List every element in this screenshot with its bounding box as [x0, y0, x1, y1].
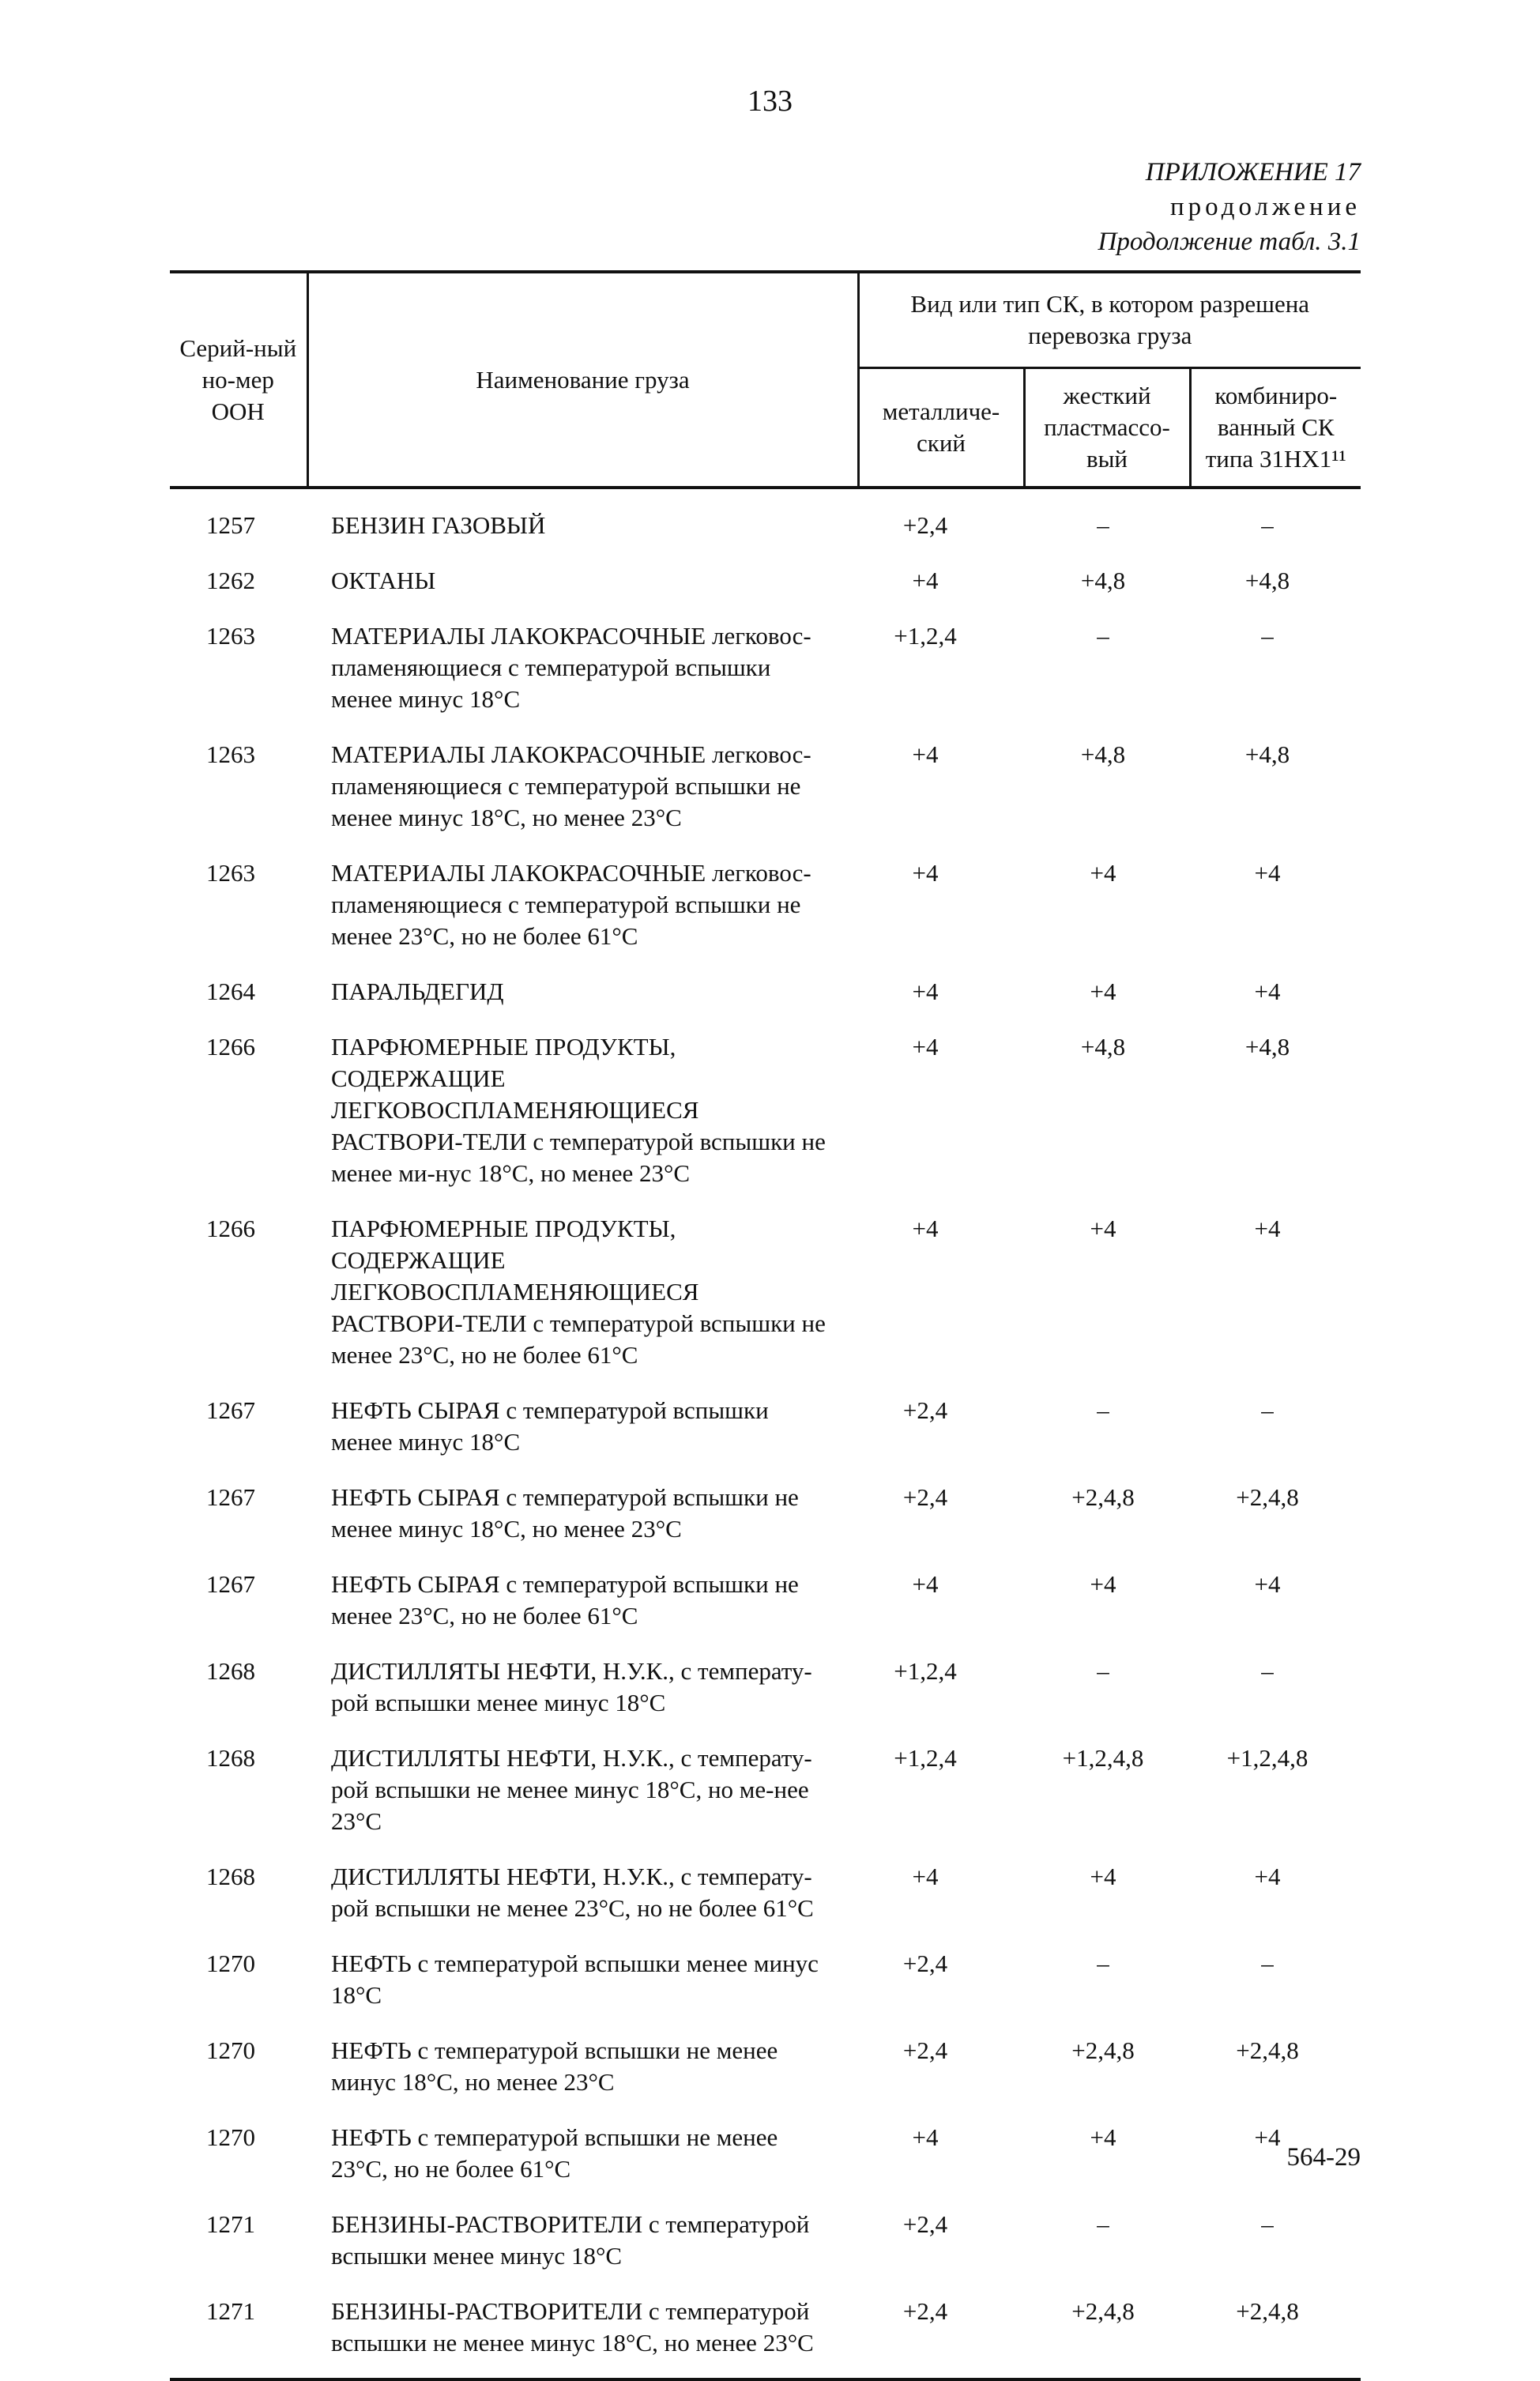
cell-metal: +4: [912, 859, 939, 887]
cell-rigid-plastic: +4: [1090, 1570, 1116, 1598]
cell-serial-number: 1266: [206, 1033, 255, 1061]
table-row: [170, 1844, 1361, 1931]
cell-cargo-name: МАТЕРИАЛЫ ЛАКОКРАСОЧНЫЕ легковос-пламеняющиеся с температурой вспышки менее минус 18°С: [331, 622, 811, 713]
cell-cargo-name: НЕФТЬ СЫРАЯ с температурой вспышки не менее минус 18°С, но менее 23°С: [331, 1483, 799, 1543]
column-header-composite: комбиниро-ванный СК типа 31НХ1¹¹: [1190, 368, 1361, 488]
cell-rigid-plastic: +2,4,8: [1024, 2278, 1190, 2379]
cell-composite: +4: [1254, 2123, 1281, 2151]
footer-code: 564-29: [1286, 2143, 1361, 2172]
cell-rigid-plastic: –: [1097, 2210, 1109, 2238]
cell-rigid-plastic: +4: [1090, 978, 1116, 1005]
cell-metal: +2,4: [902, 511, 948, 539]
table-row: [170, 1464, 1361, 1551]
cell-metal: +4: [912, 1570, 939, 1598]
page-number: 133: [747, 85, 793, 118]
table-row: [170, 840, 1361, 959]
cell-composite: +4,8: [1244, 740, 1290, 768]
cell-composite: +4: [1254, 859, 1281, 887]
table-row: [170, 548, 1361, 603]
cell-cargo-name: НЕФТЬ СЫРАЯ с температурой вспышки не менее 23°С, но не более 61°С: [331, 1570, 799, 1629]
cell-rigid-plastic: –: [1097, 1657, 1109, 1685]
cell-cargo-name: ОКТАНЫ: [331, 567, 436, 594]
cell-rigid-plastic: +2,4,8: [1071, 1483, 1135, 1511]
cell-serial-number: 1262: [206, 567, 255, 594]
table-row: [170, 1725, 1361, 1844]
cell-serial-number: 1270: [206, 2123, 255, 2151]
document-header: [1098, 155, 1361, 259]
cell-metal: +2,4: [902, 2210, 948, 2238]
continuation-label: продолжение: [1169, 193, 1361, 221]
cell-metal: +4: [912, 1033, 939, 1061]
table-row: [170, 603, 1361, 721]
cell-cargo-name: МАТЕРИАЛЫ ЛАКОКРАСОЧНЫЕ легковос-пламеняющиеся с температурой вспышки не менее 23°С, но не более 61°С: [331, 859, 811, 950]
cell-metal: +1,2,4: [894, 1744, 957, 1772]
table-continuation-label: Продолжение табл. 3.1: [1098, 228, 1361, 256]
table-row: [170, 959, 1361, 1014]
cell-composite: +4: [1254, 1570, 1281, 1598]
cell-composite: +1,2,4,8: [1226, 1744, 1308, 1772]
cell-rigid-plastic: +4: [1090, 2123, 1116, 2151]
column-header-serial-number: Серий-ный но-мер ООН: [170, 272, 307, 488]
cell-metal: +1,2,4: [894, 1657, 957, 1685]
cell-serial-number: 1266: [206, 1215, 255, 1242]
table-body: [170, 488, 1361, 2379]
table-row: [170, 1377, 1361, 1464]
table-row: [170, 1014, 1361, 1196]
cell-cargo-name: ПАРАЛЬДЕГИД: [331, 978, 504, 1005]
cell-serial-number: 1270: [206, 2036, 255, 2064]
cell-serial-number: 1267: [206, 1483, 255, 1511]
cell-cargo-name: ДИСТИЛЛЯТЫ НЕФТИ, Н.У.К., с температу-рой вспышки не менее 23°С, но не более 61°С: [331, 1863, 814, 1922]
cell-metal: +2,4: [902, 1950, 948, 1977]
cell-serial-number: 1257: [206, 511, 255, 539]
cell-composite: –: [1261, 1950, 1274, 1977]
cell-rigid-plastic: –: [1097, 622, 1109, 650]
cell-rigid-plastic: +1,2,4,8: [1062, 1744, 1144, 1772]
cell-serial-number: 1263: [206, 622, 255, 650]
cell-composite: –: [1261, 1396, 1274, 1424]
cell-serial-number: 1263: [206, 740, 255, 768]
cell-serial-number: 1267: [206, 1570, 255, 1598]
cell-serial-number: 1264: [206, 978, 255, 1005]
cell-rigid-plastic: –: [1097, 511, 1109, 539]
appendix-label: ПРИЛОЖЕНИЕ 17: [1145, 158, 1361, 186]
cell-rigid-plastic: +4,8: [1080, 567, 1126, 594]
cell-rigid-plastic: +4: [1090, 1215, 1116, 1242]
cell-cargo-name: НЕФТЬ СЫРАЯ с температурой вспышки менее минус 18°С: [331, 1396, 769, 1456]
cell-cargo-name: НЕФТЬ с температурой вспышки менее минус 18°С: [331, 1950, 819, 2009]
cell-composite: +4: [1254, 978, 1281, 1005]
cell-serial-number: 1270: [206, 1950, 255, 1977]
cell-metal: +4: [912, 740, 939, 768]
cell-rigid-plastic: +2,4,8: [1071, 2036, 1135, 2064]
table-row: [170, 2017, 1361, 2104]
cell-composite: +2,4,8: [1236, 1483, 1299, 1511]
table-row: [170, 2104, 1361, 2191]
column-header-cargo-name: Наименование груза: [307, 272, 858, 488]
cell-composite: +4,8: [1244, 1033, 1290, 1061]
cell-metal: +2,4: [858, 2278, 1024, 2379]
cell-cargo-name: НЕФТЬ с температурой вспышки не менее минус 18°С, но менее 23°С: [331, 2036, 778, 2096]
cell-composite: +2,4,8: [1190, 2278, 1361, 2379]
table-row: [170, 721, 1361, 840]
cell-cargo-name: МАТЕРИАЛЫ ЛАКОКРАСОЧНЫЕ легковос-пламеняющиеся с температурой вспышки не менее минус 18°С, но менее 23°С: [331, 740, 811, 831]
cargo-table: [170, 270, 1361, 2381]
cell-metal: +1,2,4: [894, 622, 957, 650]
cell-serial-number: 1271: [206, 2210, 255, 2238]
cell-rigid-plastic: +4,8: [1080, 1033, 1126, 1061]
cell-composite: –: [1261, 1657, 1274, 1685]
cell-composite: +4: [1254, 1215, 1281, 1242]
cell-composite: –: [1261, 511, 1274, 539]
cell-rigid-plastic: +4: [1090, 1863, 1116, 1890]
cell-serial-number: 1268: [206, 1863, 255, 1890]
cell-cargo-name: ДИСТИЛЛЯТЫ НЕФТИ, Н.У.К., с температу-рой вспышки менее минус 18°С: [331, 1657, 812, 1716]
cell-serial-number: 1271: [170, 2278, 307, 2379]
cell-rigid-plastic: +4,8: [1080, 740, 1126, 768]
cell-cargo-name: ДИСТИЛЛЯТЫ НЕФТИ, Н.У.К., с температу-рой вспышки не менее минус 18°С, но ме-нее 23°С: [331, 1744, 812, 1835]
cell-rigid-plastic: –: [1097, 1396, 1109, 1424]
cell-metal: +2,4: [902, 1483, 948, 1511]
table-row: [170, 488, 1361, 548]
cell-serial-number: 1267: [206, 1396, 255, 1424]
cell-metal: +4: [912, 1863, 939, 1890]
cell-metal: +2,4: [902, 1396, 948, 1424]
column-header-container-type: Вид или тип СК, в котором разрешена перевозка груза: [858, 272, 1361, 368]
table-row: [170, 2191, 1361, 2278]
cell-serial-number: 1268: [206, 1657, 255, 1685]
cell-rigid-plastic: –: [1097, 1950, 1109, 1977]
table-row: [170, 1196, 1361, 1377]
cell-serial-number: 1263: [206, 859, 255, 887]
cell-cargo-name: БЕНЗИНЫ-РАСТВОРИТЕЛИ с температурой вспышки менее минус 18°С: [331, 2210, 810, 2270]
cell-cargo-name: БЕНЗИНЫ-РАСТВОРИТЕЛИ с температурой вспышки не менее минус 18°С, но менее 23°С: [307, 2278, 858, 2379]
cell-metal: +4: [912, 567, 939, 594]
cell-cargo-name: БЕНЗИН ГАЗОВЫЙ: [331, 511, 546, 539]
cell-metal: +4: [912, 1215, 939, 1242]
column-header-metal: металличе-ский: [858, 368, 1024, 488]
table-row: [170, 2278, 1361, 2379]
cell-composite: +2,4,8: [1236, 2036, 1299, 2064]
cell-composite: +4,8: [1244, 567, 1290, 594]
cell-serial-number: 1268: [206, 1744, 255, 1772]
table-row: [170, 1551, 1361, 1638]
cell-cargo-name: ПАРФЮМЕРНЫЕ ПРОДУКТЫ, СОДЕРЖАЩИЕ ЛЕГКОВОСПЛАМЕНЯЮЩИЕСЯ РАСТВОРИ-ТЕЛИ с температурой вспышки не менее ми-нус 18°С, но менее 23°С: [331, 1033, 826, 1187]
cell-composite: +4: [1254, 1863, 1281, 1890]
table-row: [170, 1638, 1361, 1725]
table-row: [170, 1931, 1361, 2017]
cell-metal: +2,4: [902, 2036, 948, 2064]
cell-rigid-plastic: +4: [1090, 859, 1116, 887]
cell-metal: +4: [912, 978, 939, 1005]
column-header-rigid-plastic: жесткий пластмассо-вый: [1024, 368, 1190, 488]
cell-composite: –: [1261, 2210, 1274, 2238]
cell-cargo-name: НЕФТЬ с температурой вспышки не менее 23°С, но не более 61°С: [331, 2123, 778, 2183]
cell-cargo-name: ПАРФЮМЕРНЫЕ ПРОДУКТЫ, СОДЕРЖАЩИЕ ЛЕГКОВОСПЛАМЕНЯЮЩИЕСЯ РАСТВОРИ-ТЕЛИ с температурой вспышки не менее 23°С, но не более 61°С: [331, 1215, 826, 1369]
cell-metal: +4: [912, 2123, 939, 2151]
cell-composite: –: [1261, 622, 1274, 650]
